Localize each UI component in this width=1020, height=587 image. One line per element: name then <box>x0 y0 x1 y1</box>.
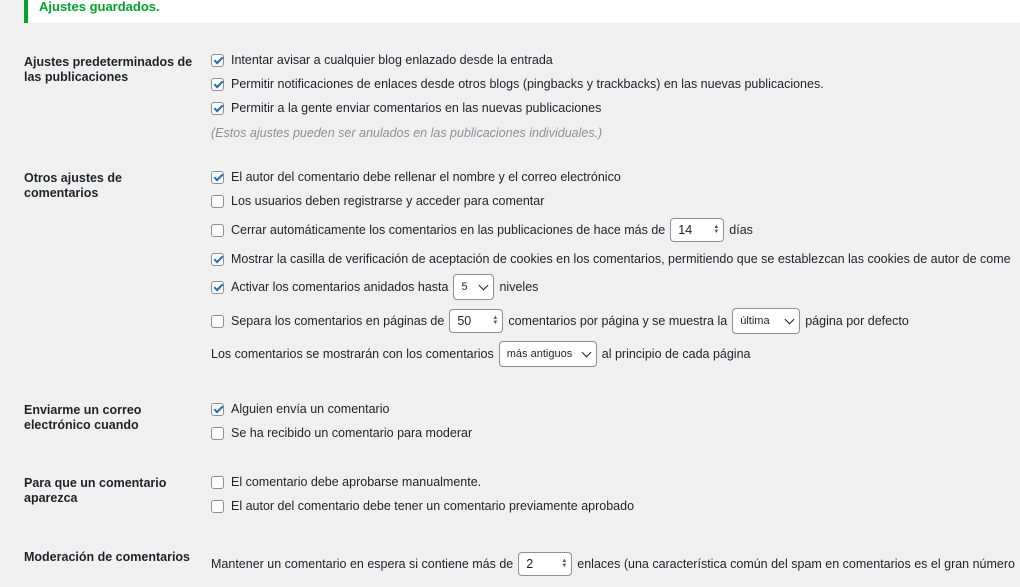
moderation-links-input[interactable] <box>518 552 572 576</box>
close-days-value: 14 <box>678 223 693 237</box>
label-cookies: Mostrar la casilla de verificación de aceptación de cookies en los comentarios, permitiendo que se establezcan las cookies de autor de come <box>231 252 1011 266</box>
option-threaded[interactable] <box>211 277 538 297</box>
moderation-links-value: 2 <box>526 557 534 571</box>
checkbox-close-comments[interactable] <box>211 224 224 237</box>
label-moderation-links-after: enlaces (una característica común del spam en comentarios es el gran número <box>577 557 1015 571</box>
option-previously-approved[interactable] <box>211 496 634 516</box>
section-label-other: Otros ajustes de comentarios <box>24 171 122 200</box>
spinner-icon[interactable]: ▲ ▼ <box>492 315 499 326</box>
option-manual-approval[interactable] <box>211 472 481 492</box>
checkbox-manual-approval[interactable] <box>211 476 224 489</box>
label-author-required: El autor del comentario debe rellenar el nombre y el correo electrónico <box>231 170 621 184</box>
checkbox-author-required[interactable] <box>211 171 224 184</box>
thread-depth-value: 5 <box>461 281 468 293</box>
option-allow-comments[interactable] <box>211 98 601 118</box>
checkbox-ping-blogs[interactable] <box>211 54 224 67</box>
label-previously-approved: El autor del comentario debe tener un comentario previamente aprobado <box>231 499 635 513</box>
label-comment-order: Los comentarios se mostrarán con los comentarios <box>211 347 494 361</box>
checkbox-previously-approved[interactable] <box>211 500 224 513</box>
checkbox-paged[interactable] <box>211 315 224 328</box>
default-page-select[interactable] <box>732 308 800 334</box>
label-paged-middle: comentarios por página y se muestra la <box>508 314 728 328</box>
checkbox-email-moderation[interactable] <box>211 427 224 440</box>
per-page-input[interactable] <box>449 309 503 333</box>
checkbox-allow-comments[interactable] <box>211 102 224 115</box>
option-ping-blogs[interactable] <box>211 50 553 70</box>
label-threaded-unit: niveles <box>499 280 539 294</box>
section-label-defaults: Ajustes predeterminados de las publicaciones <box>24 55 193 84</box>
thread-depth-select[interactable] <box>453 274 494 300</box>
option-paged[interactable] <box>211 311 909 331</box>
label-close-comments: Cerrar automáticamente los comentarios en las publicaciones de hace más de <box>231 223 666 237</box>
checkbox-pingbacks[interactable] <box>211 78 224 91</box>
checkbox-cookies[interactable] <box>211 253 224 266</box>
label-allow-comments: Permitir a la gente enviar comentarios en las nuevas publicaciones <box>231 101 602 115</box>
default-page-value: última <box>740 315 770 327</box>
label-email-anyone: Alguien envía un comentario <box>231 402 390 416</box>
section-label-email: Enviarme un correo electrónico cuando <box>24 403 142 432</box>
checkbox-email-anyone[interactable] <box>211 403 224 416</box>
left-edge-decoration <box>0 0 3 587</box>
chevron-down-icon <box>581 347 591 357</box>
spinner-icon[interactable]: ▲ ▼ <box>561 558 568 569</box>
label-moderation-links: Mantener un comentario en espera si contiene más de <box>211 557 514 571</box>
comment-order-select[interactable] <box>499 341 597 367</box>
label-pingbacks: Permitir notificaciones de enlaces desde otros blogs (pingbacks y trackbacks) en las nuevas publicaciones. <box>231 77 824 91</box>
label-paged-after: página por defecto <box>805 314 909 328</box>
success-notice <box>24 0 1020 23</box>
spinner-icon[interactable]: ▲ ▼ <box>713 224 720 235</box>
section-label-moderation: Moderación de comentarios <box>24 550 191 564</box>
success-notice-text: Ajustes guardados. <box>39 0 160 14</box>
label-manual-approval: El comentario debe aprobarse manualmente. <box>231 475 482 489</box>
label-ping-blogs: Intentar avisar a cualquier blog enlazado desde la entrada <box>231 53 553 67</box>
option-email-moderation[interactable] <box>211 423 472 443</box>
option-author-required[interactable] <box>211 167 621 187</box>
chevron-down-icon <box>785 314 795 324</box>
defaults-hint: (Estos ajustes pueden ser anulados en las publicaciones individuales.) <box>211 126 603 140</box>
option-pingbacks[interactable] <box>211 74 824 94</box>
close-days-input[interactable] <box>670 218 724 242</box>
label-comment-order-after: al principio de cada página <box>601 347 751 361</box>
option-email-anyone[interactable] <box>211 399 389 419</box>
option-registration[interactable] <box>211 191 544 211</box>
option-close-comments[interactable] <box>211 220 753 240</box>
checkbox-registration[interactable] <box>211 195 224 208</box>
label-paged: Separa los comentarios en páginas de <box>231 314 445 328</box>
option-cookies[interactable] <box>211 249 1011 269</box>
per-page-value: 50 <box>457 314 472 328</box>
label-registration: Los usuarios deben registrarse y acceder para comentar <box>231 194 545 208</box>
section-label-appear: Para que un comentario aparezca <box>24 476 167 505</box>
chevron-down-icon <box>479 280 489 290</box>
checkbox-threaded[interactable] <box>211 281 224 294</box>
option-comment-order <box>211 344 750 364</box>
comment-order-value: más antiguos <box>506 348 573 360</box>
label-threaded: Activar los comentarios anidados hasta <box>231 280 449 294</box>
option-moderation-links <box>211 554 1015 574</box>
label-email-moderation: Se ha recibido un comentario para moderar <box>231 426 473 440</box>
label-close-days-unit: días <box>729 223 753 237</box>
